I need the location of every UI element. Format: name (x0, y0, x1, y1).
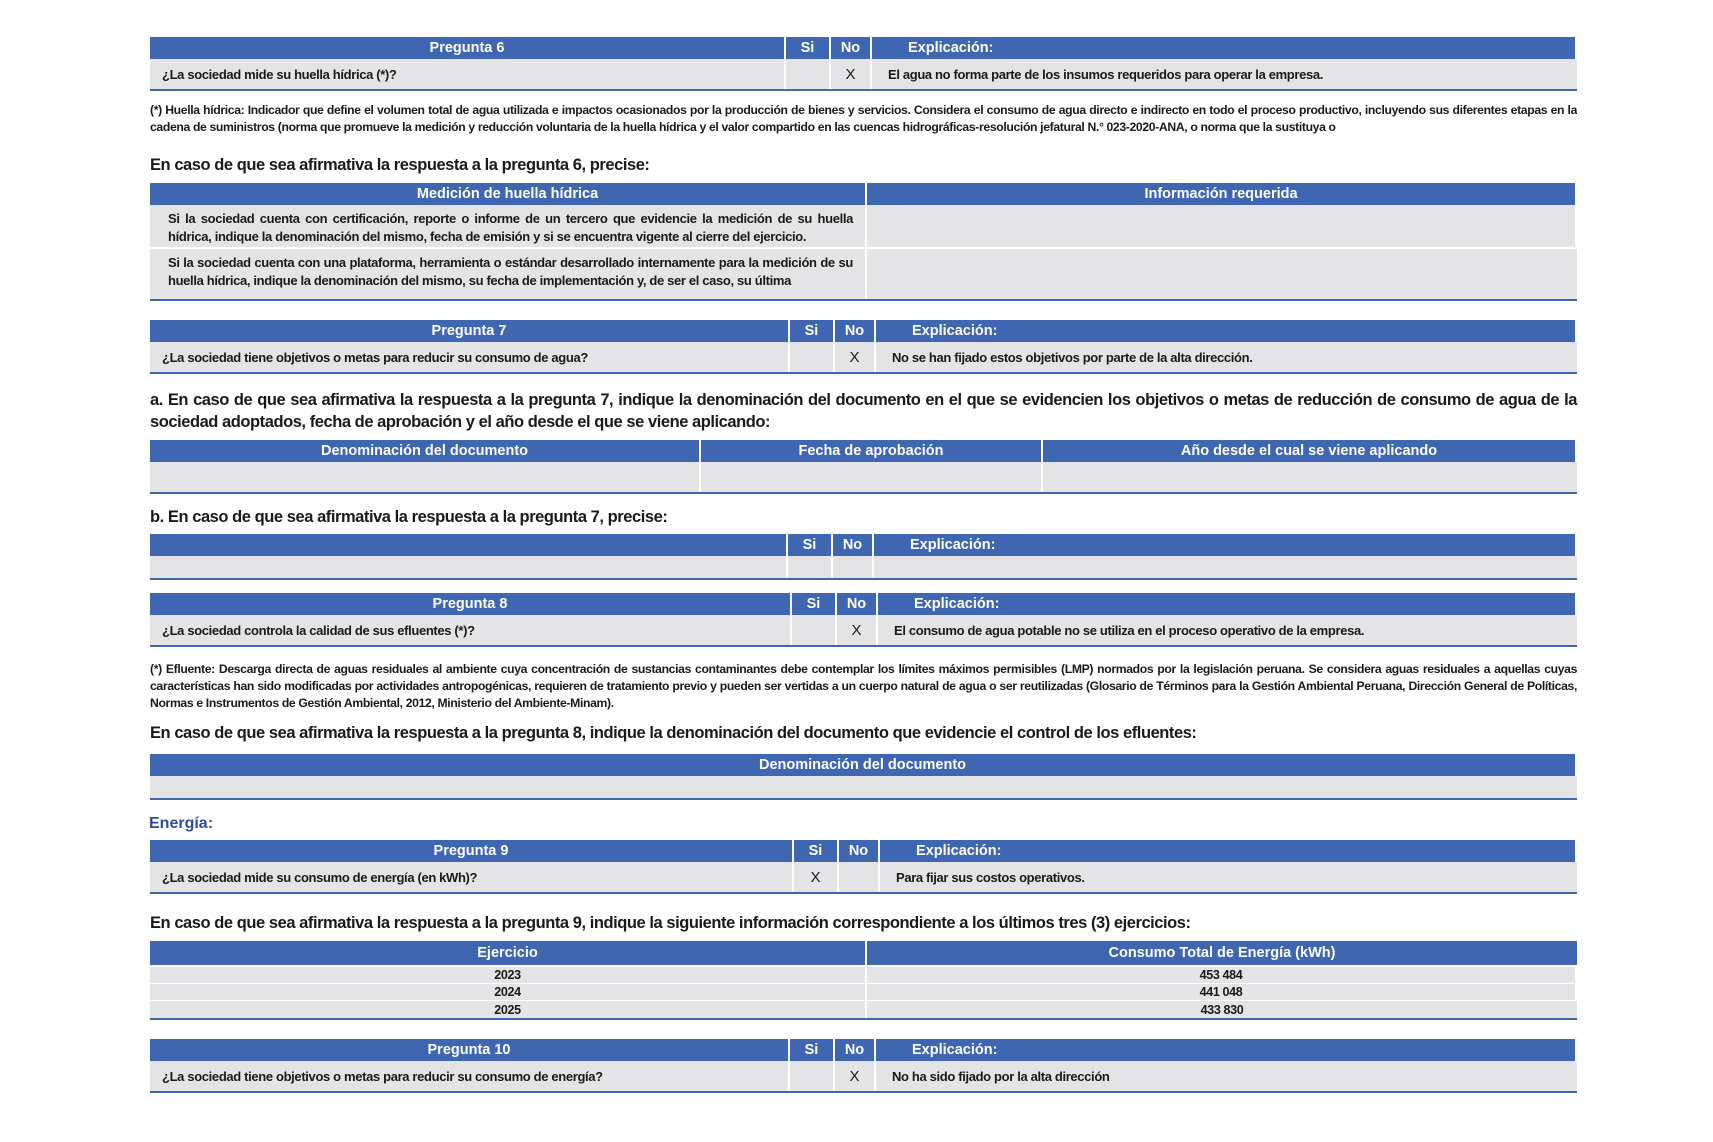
divider (150, 892, 1577, 894)
q7b-explanation (874, 556, 1577, 578)
medicion-col2-header: Información requerida (867, 183, 1577, 205)
applied-since-value (1043, 462, 1577, 492)
medicion-row2-value (867, 249, 1577, 299)
q10-si-header: Si (790, 1039, 835, 1061)
q10-header: Pregunta 10 (150, 1039, 790, 1061)
q8-no-header: No (837, 593, 878, 615)
q8-si-header: Si (792, 593, 837, 615)
year-2023: 2023 (150, 967, 867, 984)
divider (150, 372, 1577, 374)
year-2025: 2025 (150, 1001, 867, 1018)
divider (150, 1091, 1577, 1093)
applied-since-header: Año desde el cual se viene aplicando (1043, 440, 1577, 462)
q10-table (150, 1039, 1577, 1093)
q7b-question (150, 556, 788, 578)
q7b-header (150, 534, 788, 556)
energy-2023: 453 484 (867, 967, 1577, 984)
q7b-si-header: Si (788, 534, 833, 556)
doc-name-header: Denominación del documento (150, 440, 701, 462)
approval-date-header: Fecha de aprobación (701, 440, 1043, 462)
note-efluente: (*) Efluente: Descarga directa de aguas residuales al ambiente cuya concentración de sustancias contaminantes debe contemplar los límites máximos permisibles (LMP) normados por la legislación peruana. Se considera aguas residuales a aquellas cuyas características han sido modificadas por actividades antropogénicas, requieren de tratamiento previo y pueden ser vertidas a un cuerpo natural de agua o ser reutilizadas (Glosario de Términos para la Gestión Ambiental Peruana, Dirección General de Políticas, Normas e Instrumentos de Gestión Ambiental, 2012, Ministerio del Ambiente-Minam). (150, 662, 1577, 710)
q8-no-value: X (837, 615, 878, 645)
energy-2025: 433 830 (867, 1001, 1577, 1018)
q9-si-header: Si (794, 840, 839, 862)
medicion-col1-header: Medición de huella hídrica (150, 183, 867, 205)
divider (150, 1018, 1577, 1020)
q9-table (150, 840, 1577, 894)
q7b-no-header: No (833, 534, 874, 556)
q7b-no-value (833, 556, 874, 578)
year-header: Ejercicio (150, 941, 867, 965)
q8-explanation: El consumo de agua potable no se utiliza en el proceso operativo de la empresa. (878, 615, 1577, 645)
medicion-row1-value (867, 205, 1577, 249)
energy-2024: 441 048 (867, 984, 1577, 1001)
section-title-energia: Energía: (149, 815, 214, 832)
q10-no-value: X (835, 1061, 876, 1091)
divider (150, 492, 1577, 494)
divider (150, 798, 1577, 800)
q6-no-value: X (831, 59, 872, 89)
q7-no-value: X (835, 342, 876, 372)
divider (150, 578, 1577, 580)
q10-explanation: No ha sido fijado por la alta dirección (876, 1061, 1577, 1091)
q9-explanation: Para fijar sus costos operativos. (880, 862, 1577, 892)
approval-date-value (701, 462, 1043, 492)
q8-doc-table (150, 754, 1577, 800)
q8-doc-name-value (150, 776, 1577, 798)
q9-no-header: No (839, 840, 880, 862)
medicion-row1-text: Si la sociedad cuenta con certificación, reporte o informe de un tercero que evidencie la medición de su huella hídrica, indique la denominación del mismo, fecha de emisión y si se encuentra vigente al cierre del ejercicio. (150, 205, 867, 249)
medicion-table (150, 183, 1577, 301)
heading-q9: En caso de que sea afirmativa la respuesta a la pregunta 9, indique la siguiente información correspondiente a los últimos tres (3) ejercicios: (150, 914, 1191, 932)
heading-q6: En caso de que sea afirmativa la respuesta a la pregunta 6, precise: (150, 156, 650, 174)
heading-q7a: a. En caso de que sea afirmativa la respuesta a la pregunta 7, indique la denominación del documento en el que se evidencien los objetivos o metas de reducción de consumo de agua de la sociedad adoptados, fecha de aprobación y el año desde el que se viene aplicando: (150, 391, 1577, 431)
q7b-si-value (788, 556, 833, 578)
q9-header: Pregunta 9 (150, 840, 794, 862)
q7-table (150, 320, 1577, 374)
q6-si-value (786, 59, 831, 89)
q8-question: ¿La sociedad controla la calidad de sus efluentes (*)? (150, 615, 792, 645)
divider (150, 299, 1577, 301)
q10-si-value (790, 1061, 835, 1091)
q6-explanation: El agua no forma parte de los insumos requeridos para operar la empresa. (872, 59, 1577, 89)
q7-explanation-header: Explicación: (876, 320, 1577, 342)
note-huella-hidrica: (*) Huella hídrica: Indicador que define el volumen total de agua utilizada e impactos ocasionados por la producción de bienes y servicios. Considera el consumo de agua directo e indirecto en todo el proceso productivo, incluyendo sus diferentes etapas en la cadena de suministros (norma que promueve la medición y reducción voluntaria de la huella hídrica y el valor compartido en las cuencas hidrográficas-resolución jefatural N.° 023-2020-ANA, o norma que la sustituya o (150, 103, 1577, 134)
q6-question: ¿La sociedad mide su huella hídrica (*)? (150, 59, 786, 89)
medicion-row2-text: Si la sociedad cuenta con una plataforma, herramienta o estándar desarrollado internamente para la medición de su huella hídrica, indique la denominación del mismo, su fecha de implementación y, de ser el caso, su última (150, 249, 867, 299)
q8-si-value (792, 615, 837, 645)
q6-table (150, 37, 1577, 91)
heading-q7b: b. En caso de que sea afirmativa la respuesta a la pregunta 7, precise: (150, 508, 668, 526)
q9-no-value (839, 862, 880, 892)
q7-doc-table (150, 440, 1577, 494)
divider (150, 645, 1577, 647)
q9-si-value: X (794, 862, 839, 892)
year-2024: 2024 (150, 984, 867, 1001)
q10-explanation-header: Explicación: (876, 1039, 1577, 1061)
q9-question: ¿La sociedad mide su consumo de energía (en kWh)? (150, 862, 794, 892)
energy-total-header: Consumo Total de Energía (kWh) (867, 941, 1577, 965)
q7-explanation: No se han fijado estos objetivos por parte de la alta dirección. (876, 342, 1577, 372)
q6-si-header: Si (786, 37, 831, 59)
q8-header: Pregunta 8 (150, 593, 792, 615)
q7-header: Pregunta 7 (150, 320, 790, 342)
q6-header: Pregunta 6 (150, 37, 786, 59)
q10-question: ¿La sociedad tiene objetivos o metas para reducir su consumo de energía? (150, 1061, 790, 1091)
q7b-explanation-header: Explicación: (874, 534, 1577, 556)
q8-doc-name-header: Denominación del documento (150, 754, 1577, 776)
q6-explanation-header: Explicación: (872, 37, 1577, 59)
doc-name-value (150, 462, 701, 492)
q8-table (150, 593, 1577, 647)
q7b-table (150, 534, 1577, 580)
q10-no-header: No (835, 1039, 876, 1061)
q7-question: ¿La sociedad tiene objetivos o metas para reducir su consumo de agua? (150, 342, 790, 372)
q9-explanation-header: Explicación: (880, 840, 1577, 862)
q7-no-header: No (835, 320, 876, 342)
divider (150, 89, 1577, 91)
q7-si-value (790, 342, 835, 372)
heading-q8: En caso de que sea afirmativa la respuesta a la pregunta 8, indique la denominación del documento que evidencie el control de los efluentes: (150, 724, 1197, 742)
energy-consumption-table (150, 941, 1577, 1020)
q7-si-header: Si (790, 320, 835, 342)
q6-no-header: No (831, 37, 872, 59)
q8-explanation-header: Explicación: (878, 593, 1577, 615)
